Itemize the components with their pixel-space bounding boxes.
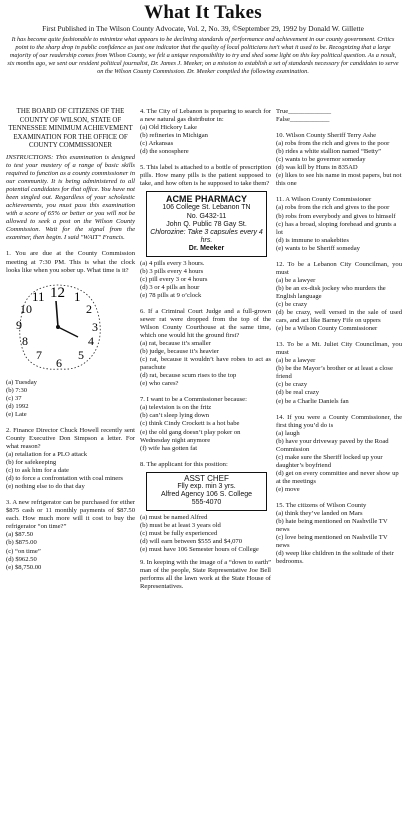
q11-option: (e) wants to be Sheriff someday xyxy=(276,244,360,252)
job-ad-title: ASST CHEF xyxy=(184,473,229,483)
q7-option: (a) television is on the fritz xyxy=(140,404,212,412)
q15-option: (b) hate being mentioned on Nashville TV news xyxy=(276,518,388,534)
q3-option: (a) $87.50 xyxy=(6,531,34,539)
melting-clock-image xyxy=(12,279,108,375)
question-4: 4. The City of Lebanon is preparing to search for a new natural gas distributor in: xyxy=(140,108,271,124)
q15-option: (c) love being mentioned on Nashville TV news xyxy=(276,534,388,550)
q15-option: (a) think they’ve landed on Mars xyxy=(276,510,363,518)
q13-option: (e) be a Charlie Daniels fan xyxy=(276,397,349,405)
q6-option: (b) judge, because it’s heavier xyxy=(140,348,219,356)
question-13: 13. To be a Mt. Juliet City Councilman, you must xyxy=(276,341,402,357)
exam-instructions: INSTRUCTIONS: This examination is designed to test your mastery of a range of basic skills required to function as a county commissioner in our community. It is being administered to all potential candidates for that office. You have not been singled out. Regardless of your scholastic achievements, you must pass this examination with a score of 65% or better or you will not be allowed to seek a post on the Wilson County Commission. Wait for the signal from the examiner, then begin. I said "WAIT" Francis. xyxy=(6,153,135,242)
clock-numeral: 6 xyxy=(56,355,62,370)
clock-numeral: 4 xyxy=(88,333,94,348)
q10-option: (a) robs from the rich and gives to the poor xyxy=(276,140,390,148)
q13-option: (c) be crazy xyxy=(276,381,308,389)
question-2: 2. Finance Director Chuck Howell recently sent County Executive Don Simpson a letter. For what reason? xyxy=(6,426,135,450)
q3-option: (d) $962.50 xyxy=(6,555,37,563)
q3-option: (c) “on time” xyxy=(6,547,41,555)
q15-option: (d) weep like children in the solitude of their bedrooms. xyxy=(276,550,394,566)
q2-option: (b) for safekeeping xyxy=(6,459,57,467)
clock-numeral: 10 xyxy=(20,301,32,316)
q6-option: (a) rat, because it’s smaller xyxy=(140,340,211,348)
q8-option: (b) must be at least 3 years old xyxy=(140,521,221,529)
job-ad xyxy=(146,472,267,511)
article-byline: First Published in The Wilson County Advocate, Vol. 2, No. 39, ©September 29, 1992 by Donald W. Gillette xyxy=(42,24,364,33)
job-ad-line: Flly exp. min 3 yrs. xyxy=(177,482,236,490)
q14-option: (d) get on every committee and never show up at the meetings xyxy=(276,469,399,485)
q3-option: (b) $875.00 xyxy=(6,539,37,547)
pharmacy-name: ACME PHARMACY xyxy=(166,194,247,205)
column-3 xyxy=(276,108,402,566)
clock-numeral: 5 xyxy=(78,347,84,362)
column-2 xyxy=(140,108,271,591)
q5-option: (b) 3 pills every 4 hours xyxy=(140,267,204,275)
article-intro: It has become quite fashionable to minimize what appears to be declining standards of performance and achievement in our county government. Critics point to the sharp drop in public confidence as just one indicator that the quality of local politicians isn't what it used to be. Recognizing that a large majority of our readership comes from Wilson County, we felt a unique responsibility to try and shed some light on this key political question. As a result, six months ago, we sent our resident political journalist, Dr. James J. Meeker, on a mission to establish a set of standards necessary for candidates to serve on the Wilson County Commission. Dr. Meeker compiled the following examination. xyxy=(7,36,399,76)
q7-option: (f) wife has gotten fat xyxy=(140,444,198,452)
clock-drawing xyxy=(12,279,108,375)
q7-option: (e) the old gang doesn’t play poker on Wednesday night anymore xyxy=(140,428,241,444)
q11-option: (c) has a broad, sloping forehead and grunts a lot xyxy=(276,220,397,236)
q9-option: False____________ xyxy=(276,116,330,124)
q1-option: (d) 1992 xyxy=(6,402,29,410)
q1-option: (b) 7:30 xyxy=(6,386,28,394)
question-9: 9. In keeping with the image of a “down to earth” man of the people, State Representative Joe Bell performs all the lawn work at the State House of Representatives. xyxy=(140,558,271,590)
q11-option: (b) robs from everybody and gives to himself xyxy=(276,212,396,220)
q6-option: (e) who cares? xyxy=(140,380,179,388)
clock-numeral: 2 xyxy=(86,301,92,316)
pharmacy-address: 106 College St. Lebanon TN xyxy=(162,204,251,212)
q1-option: (c) 37 xyxy=(6,394,22,402)
q13-option: (a) be a lawyer xyxy=(276,357,316,365)
q14-option: (b) have your driveway paved by the Road Commission xyxy=(276,437,389,453)
question-12: 12. To be a Lebanon City Councilman, you must xyxy=(276,260,402,276)
q2-option: (d) to force a confrontation with coal miners xyxy=(6,475,123,483)
column-1 xyxy=(6,108,135,572)
q6-option: (d) rat, because scum rises to the top xyxy=(140,372,237,380)
q8-option: (c) must be fully experienced xyxy=(140,529,218,537)
q1-option: (e) Late xyxy=(6,410,27,418)
clock-numeral: 8 xyxy=(22,333,28,348)
q12-option: (c) be crazy xyxy=(276,300,308,308)
q12-option: (b) be an ex-disk jockey who murders the English language xyxy=(276,284,386,300)
clock-numeral: 1 xyxy=(74,288,81,304)
q9-option: True_____________ xyxy=(276,108,332,115)
q13-option: (b) be the Mayor’s brother or at least a close friend xyxy=(276,365,393,381)
q14-option: (e) move xyxy=(276,485,300,493)
q7-option: (b) can’t sleep lying down xyxy=(140,412,210,420)
q10-option: (e) likes to see his name in most papers, but not this one xyxy=(276,172,402,188)
q2-option: (c) to ask him for a date xyxy=(6,467,69,475)
q4-option: (d) the sonosphere xyxy=(140,148,189,156)
patient-line: John Q. Public 78 Gay St. xyxy=(166,220,247,228)
q2-option: (e) nothing else to do that day xyxy=(6,483,85,491)
dosage-instructions: Chlorozine: Take 3 capsules every 4 hrs. xyxy=(150,229,263,245)
q4-option: (b) refineries in Michigan xyxy=(140,132,208,140)
clock-numeral: 9 xyxy=(16,317,22,332)
question-10: 10. Wilson County Sheriff Terry Ashe xyxy=(276,132,377,140)
job-ad-phone: 555-4070 xyxy=(191,499,222,507)
question-1: 1. You are due at the County Commission meeting at 7:30 PM. This is what the clock looks like when you sober up. What time is it? xyxy=(6,250,135,274)
q12-option: (a) be a lawyer xyxy=(276,276,316,284)
clock-numeral: 11 xyxy=(32,288,45,304)
clock-numeral: 3 xyxy=(92,319,98,334)
q3-option: (e) $8,750.00 xyxy=(6,563,42,571)
q1-option: (a) Tuesday xyxy=(6,378,37,386)
q2-option: (a) retaliation for a PLO attack xyxy=(6,451,88,458)
q14-option: (a) laugh xyxy=(276,429,300,437)
exam-header: THE BOARD OF CITIZENS OF THE COUNTY OF WILSON, STATE OF TENNESSEE MINIMUM ACHIEVEMENT EXAMINATION FOR THE OFFICE OF COUNTY COMMISSIONER xyxy=(8,108,133,150)
q12-option: (d) be crazy, well versed in the sale of used cars, and act like Barney Fife on uppers xyxy=(276,309,402,325)
q11-option: (a) robs from the rich and gives to the poor xyxy=(276,204,390,212)
question-8: 8. The applicant for this position: xyxy=(140,460,228,468)
question-5: 5. This label is attached to a bottle of prescription pills. How many pills is the patient supposed to take, and how often is he supposed to take them? xyxy=(140,164,271,188)
question-6: 6. If a Criminal Court Judge and a full-grown sewer rat were dropped from the top of the Wilson County Courthouse at the same time, which one would hit the ground first? xyxy=(140,307,271,340)
q8-option: (a) must be named Alfred xyxy=(140,513,208,521)
q11-option: (d) is immune to snakebites xyxy=(276,236,349,244)
q7-option: (c) think Cindy Crockett is a hot babe xyxy=(140,420,240,428)
q5-option: (a) 4 pills every 3 hours. xyxy=(140,259,205,267)
job-ad-line: Alfred Agency 106 S. College xyxy=(160,491,253,499)
q5-option: (d) 3 or 4 pills an hour xyxy=(140,283,200,291)
q12-option: (e) be a Wilson County Commissioner xyxy=(276,325,378,333)
article-title: What It Takes xyxy=(144,2,262,23)
question-15: 15. The citizens of Wilson County xyxy=(276,502,367,510)
q5-option: (c) pill every 3 or 4 hours xyxy=(140,275,208,283)
pharmacy-label xyxy=(146,191,267,256)
q4-option: (c) Arkansas xyxy=(140,140,174,148)
doctor-name: Dr. Meeker xyxy=(188,245,225,253)
clock-numeral: 7 xyxy=(36,347,42,362)
q14-option: (c) make sure the Sheriff locked up your daughter’s boyfriend xyxy=(276,453,383,469)
q6-option: (c) rat, because it wouldn’t have robes to act as parachute xyxy=(140,356,271,372)
question-11: 11. A Wilson County Commissioner xyxy=(276,196,372,204)
q10-option: (c) wants to be governor someday xyxy=(276,156,366,164)
q10-option: (b) rides a white stallion named “Betty” xyxy=(276,148,382,156)
question-7: 7. I want to be a Commissioner because: xyxy=(140,396,247,404)
clock-hand-long xyxy=(56,301,58,327)
q13-option: (d) be real crazy xyxy=(276,389,320,397)
q5-option: (e) 78 pills at 9 o’clock xyxy=(140,291,202,299)
clock-hand-short xyxy=(58,327,78,337)
q8-option: (d) will earn between $555 and $4,070 xyxy=(140,537,242,545)
question-3: 3. A new refrigerator can be purchased for either $875 cash or 11 monthly payments of $87.50 each. How much more will it cost to buy the refrigerator “on time?” xyxy=(6,499,135,531)
prescription-number: No. G432-11 xyxy=(186,212,227,220)
q8-option: (e) must have 106 Semester hours of College xyxy=(140,545,259,553)
q4-option: (a) Old Hickory Lake xyxy=(140,124,197,132)
q10-option: (d) was kill by Huns in 835AD xyxy=(276,164,358,172)
question-14: 14. If you were a County Commissioner, the first thing you’d do is xyxy=(276,413,402,429)
clock-numeral: 12 xyxy=(50,284,65,301)
